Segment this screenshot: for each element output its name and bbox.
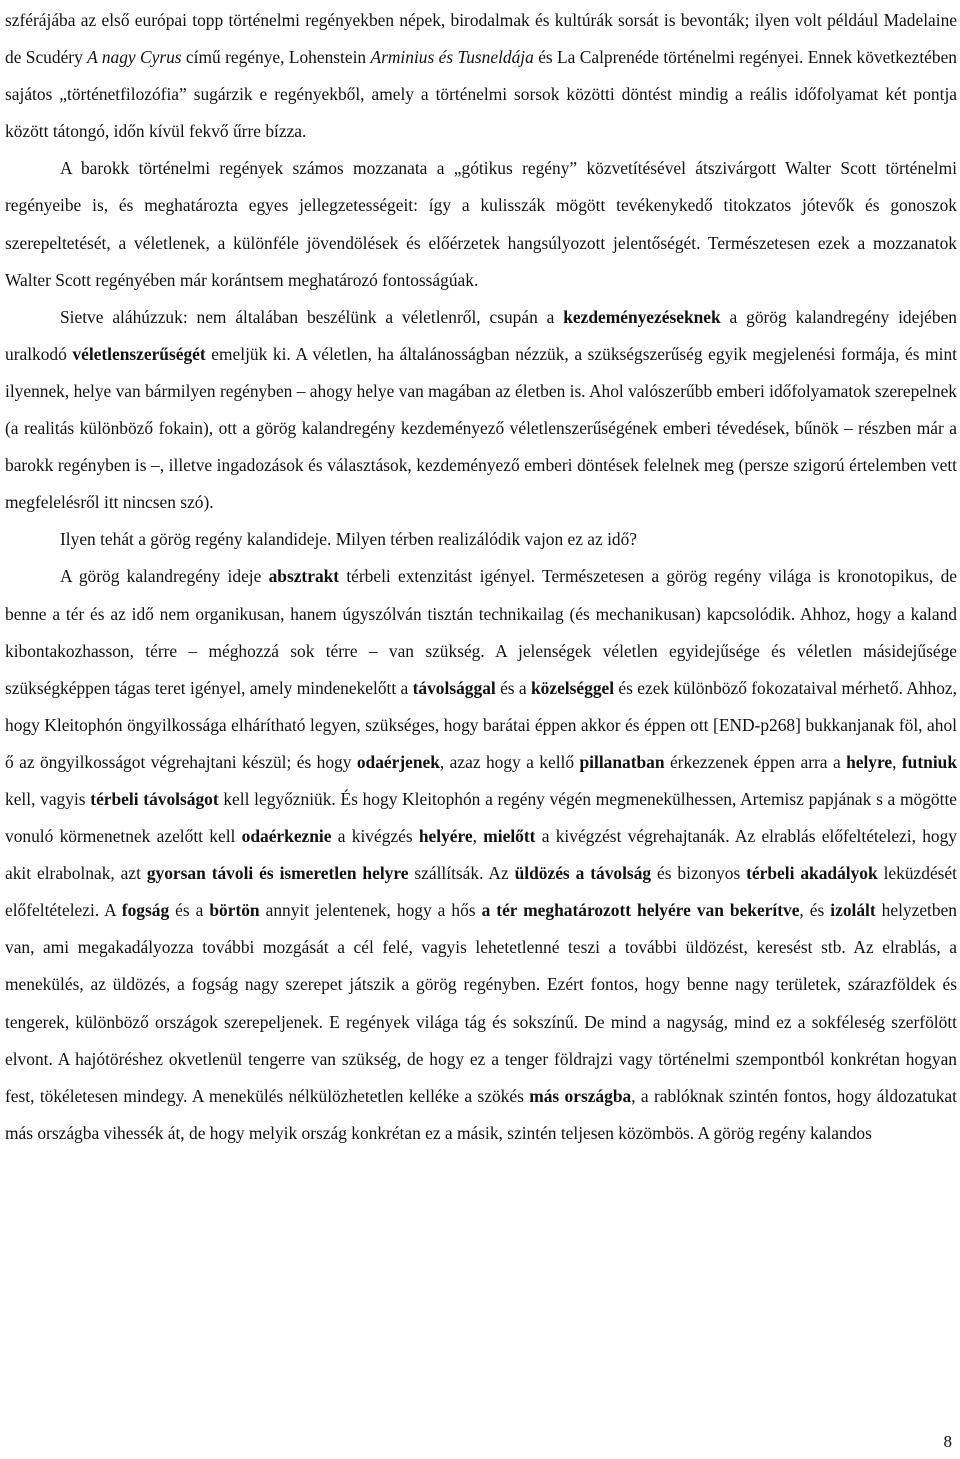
text-run: leküzdését előfeltételezi. A: [5, 863, 957, 921]
paragraph-p4: [5, 521, 957, 558]
text-run: kell legyőzniük. És hogy Kleitophón a regény végén megmenekülhessen, Artemisz papjának s a mögötte vonuló körmenetnek azelőtt kell: [5, 788, 957, 847]
paragraph-p1: [5, 2, 957, 150]
text-run: annyit jelentenek, hogy a hős: [259, 900, 482, 921]
text-run: a kivégzést végrehajtanák. Az elrablás előfeltételezi, hogy akit elrabolnak, azt: [5, 826, 957, 884]
text-run: és a: [495, 677, 531, 698]
text-run: Sietve aláhúzzuk: nem általában beszélünk a véletlenről, csupán a: [60, 306, 564, 327]
text-run: szférájába az első európai topp történelmi regényekben népek, birodalmak és kultúrák sorsát is bevonták; ilyen volt például Madelaine de Scudéry: [5, 10, 957, 68]
document-page: [5, 2, 957, 1152]
bold-text-run: pillanatban: [579, 751, 665, 772]
text-run: érkezzenek éppen arra a: [664, 751, 847, 772]
paragraph-p3: [5, 299, 957, 522]
bold-text-run: más országba: [529, 1085, 632, 1106]
text-run: A barokk történelmi regények számos mozzanata a „gótikus regény” közvetítésével átszivárgott Walter Scott történelmi regényeibe is, és meghatározta egyes jellegzetességeit: így a kulisszák mögött tevékenykedő titokzatos jótevők és gonoszok szerepeltetését, a véletlenek, a különféle jövendölések és előérzetek hangsúlyozott jelentőségét. Természetesen ezek a mozzanatok Walter Scott regényében már korántsem meghatározó fontosságúak.: [5, 158, 957, 290]
text-run: , a rablóknak szintén fontos, hogy áldozatukat más országba vihessék át, de hogy melyik ország konkrétan ez a másik, szintén teljesen közömbös. A görög regény kalandos: [5, 1085, 957, 1143]
italic-text-run: Arminius és Tusneldája: [370, 47, 534, 68]
paragraph-p5: [5, 558, 957, 1152]
bold-text-run: térbeli távolságot: [90, 788, 219, 809]
bold-text-run: helyre: [846, 751, 893, 772]
bold-text-run: gyorsan távoli és ismeretlen helyre: [146, 863, 409, 884]
italic-text-run: A nagy Cyrus: [87, 47, 182, 68]
paragraph-p2: [5, 150, 957, 298]
bold-text-run: mielőtt: [483, 826, 536, 847]
text-run: a kivégzés: [331, 826, 419, 847]
bold-text-run: véletlenszerűségét: [72, 343, 206, 364]
bold-text-run: absztrakt: [268, 566, 340, 587]
bold-text-run: kezdeményezéseknek: [563, 306, 721, 327]
text-run: és bizonyos: [651, 863, 747, 884]
bold-text-run: izolált: [830, 900, 876, 921]
text-run: Ilyen tehát a görög regény kalandideje. Milyen térben realizálódik vajon ez az idő?: [60, 529, 638, 550]
text-run: a görög kalandregény idejében uralkodó: [5, 306, 958, 364]
page-number: 8: [943, 1432, 952, 1451]
bold-text-run: a tér meghatározott helyére van bekerítve: [481, 900, 800, 921]
bold-text-run: üldözés a távolság: [514, 863, 652, 884]
bold-text-run: odaérjenek: [356, 751, 440, 772]
bold-text-run: közelséggel: [531, 677, 615, 698]
text-run: és ezek különböző fokozataival mérhető. Ahhoz, hogy Kleitophón öngyilkossága elhárítható legyen, szükséges, hogy barátai éppen akkor és éppen ott [END-p268] bukkanjanak föl, ahol ő az öngyilkosságot végrehajtani készül; és hogy: [5, 677, 957, 772]
bold-text-run: térbeli akadályok: [746, 863, 878, 884]
text-run: helyzetben van, ami megakadályozza további mozgását a cél felé, vagyis lehetetlenné teszi a további üldözést, keresést stb. Az elrablás, a menekülés, az üldözés, a fogság nagy szerepet játszik a görög regényben. Ezért fontos, hogy benne nagy területek, szárazföldek és tengerek, különböző országok szerepeljenek. E regények világa tág és sokszínű. De mind a nagyság, mind ez a sokféleség szerfölött elvont. A hajótöréshez okvetlenül tengerre van szükség, de hogy ez a tenger földrajzi vagy történelmi szempontból konkrétan hogyan fest, tökéletesen mindegy. A menekülés nélkülözhetetlen kelléke a szökés: [5, 900, 957, 1106]
text-run: , és: [799, 900, 831, 921]
bold-text-run: helyére: [418, 826, 473, 847]
bold-text-run: futniuk: [901, 751, 957, 772]
bold-text-run: távolsággal: [412, 677, 496, 698]
text-run: szállítsák. Az: [408, 863, 515, 884]
text-run: és La Calprenéde történelmi regényei. Ennek következtében sajátos „történetfilozófia” sugárzik e regényekből, amely a történelmi sorsok közötti döntést mindig a reális időfolyamat két pontja között tátongó, időn kívül fekvő űrre bízza.: [5, 47, 957, 142]
text-run: A görög kalandregény ideje: [60, 566, 269, 587]
text-run: című regénye, Lohenstein: [181, 47, 371, 68]
text-run: , azaz hogy a kellő: [439, 751, 580, 772]
text-run: ,: [472, 826, 484, 847]
bold-text-run: fogság: [121, 900, 170, 921]
text-run: térbeli extenzitást igényel. Természetesen a görög regény világa is kronotopikus, de benne a tér és az idő nem organikusan, hanem úgyszólván tisztán technikailag (és mechanikusan) kapcsolódik. Ahhoz, hogy a kaland kibontakozhasson, térre – méghozzá sok térre – van szükség. A jelenségek véletlen egyidejűsége és véletlen másidejűsége szükségképpen tágas teret igényel, amely mindenekelőtt a: [5, 566, 958, 698]
bold-text-run: börtön: [209, 900, 260, 921]
text-run: és a: [169, 900, 210, 921]
bold-text-run: odaérkeznie: [241, 826, 332, 847]
text-run: ,: [892, 751, 902, 772]
text-run: kell, vagyis: [5, 788, 91, 809]
body-text: [5, 2, 957, 1152]
text-run: emeljük ki. A véletlen, ha általánosságban nézzük, a szükségszerűség egyik megjelenési formája, és mint ilyennek, helye van bármilyen regényben – ahogy helye van magában az életben is. Ahol valószerűbb emberi időfolyamatok szerepelnek (a realitás különböző fokain), ott a görög kalandregény kezdeményező véletlenszerűségének emberi tévedések, bűnök – részben már a barokk regényben is –, illetve ingadozások és választások, kezdeményező emberi döntések felelnek meg (persze szigorú értelemben vett megfelelésről itt nincsen szó).: [5, 343, 957, 513]
